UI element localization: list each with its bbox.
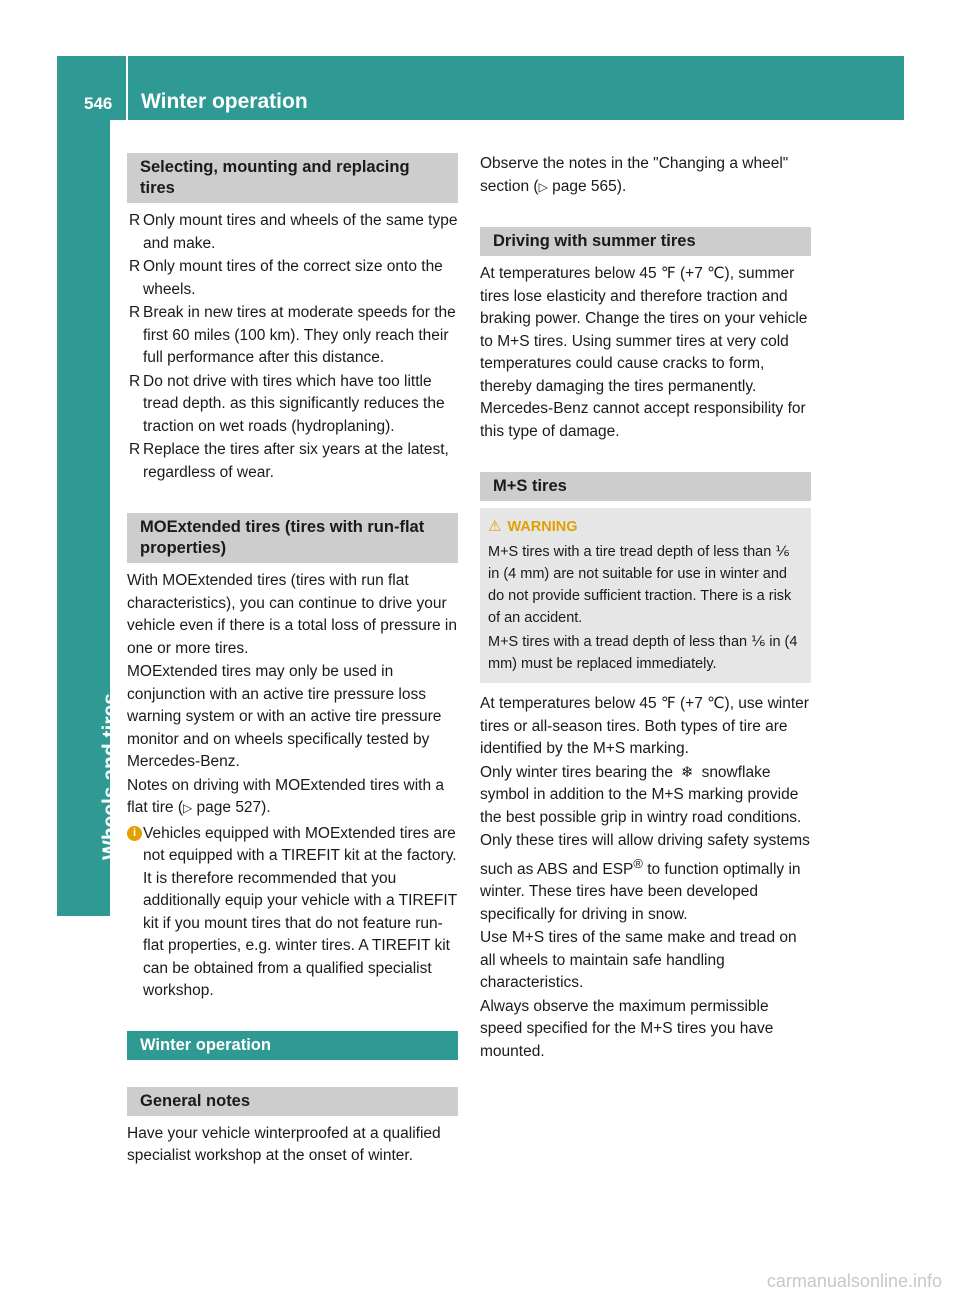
section-heading-general-notes: General notes (127, 1087, 458, 1116)
list-item (127, 371, 458, 439)
list-item-text: Replace the tires after six years at the latest, regardless of wear. (143, 441, 449, 481)
list-item (127, 210, 458, 255)
list-item (127, 256, 458, 301)
paragraph: Only winter tires bearing the ❄ snowflake symbol in addition to the M+S marking provide the best possible grip in wintry road conditions. (480, 763, 802, 826)
page-reference-arrow-icon[interactable]: ▷ (538, 179, 548, 194)
bullet-marker: R (129, 304, 141, 321)
page-title: Winter operation (141, 90, 308, 113)
paragraph: Notes on driving with MOExtended tires with a flat tire (▷ page 527). (127, 776, 445, 816)
section-heading-summer-tires: Driving with summer tires (480, 227, 811, 256)
paragraph: Use M+S tires of the same make and tread on all wheels to maintain safe handling characteristics. (480, 929, 797, 992)
paragraph: With MOExtended tires (tires with run flat characteristics), you can continue to drive your vehicle even if there is a total loss of pressure in one or more tires. (127, 572, 457, 657)
bullet-marker: R (129, 372, 141, 390)
left-column (127, 153, 458, 1169)
page-reference-arrow-icon[interactable]: ▷ (182, 801, 193, 815)
warning-text: M+S tires with a tire tread depth of less than ⅙ in (4 mm) are not suitable for use in winter and do not provide sufficient traction. There is a risk of an accident. (488, 544, 792, 626)
list-item-text: Only mount tires and wheels of the same type and make. (143, 212, 458, 252)
info-note-text: Vehicles equipped with MOExtended tires are not equipped with a TIREFIT kit at the factory. It is therefore recommended that you additionally equip your vehicle with a TIREFIT kit if you mount tires that do not feature run-flat properties, e.g. winter tires. A TIREFIT kit can be obtained from a qualified specialist workshop. (143, 824, 457, 999)
list-item (127, 302, 458, 370)
list-item-text: Do not drive with tires which have too little tread depth. as this significantly reduces the traction on wet roads (hydroplaning). (143, 372, 445, 435)
section-heading-winter-operation: Winter operation (127, 1031, 458, 1060)
bullet-marker: R (129, 258, 141, 275)
list-item-text: Break in new tires at moderate speeds for the first 60 miles (100 km). They only reach their full performance after this distance. (143, 304, 456, 366)
list-item-text: Only mount tires of the correct size onto the wheels. (143, 258, 443, 298)
info-note (127, 823, 458, 1003)
bullet-marker: R (129, 441, 141, 458)
warning-text: M+S tires with a tread depth of less than ⅙ in (4 mm) must be replaced immediately. (488, 634, 798, 672)
side-tab-label: Wheels and tires (99, 693, 122, 860)
paragraph: Only these tires will allow driving safety systems such as ABS and ESP® to function optimally in winter. These tires have been developed specifically for driving in snow. (480, 832, 810, 923)
watermark-url: carmanualsonline.info (766, 1271, 942, 1291)
warning-triangle-icon: ⚠ (488, 518, 502, 535)
info-icon: i (127, 826, 142, 841)
paragraph: Observe the notes in the "Changing a wheel" section (▷ page 565). (480, 155, 789, 195)
header-divider (126, 56, 128, 120)
section-heading-selecting-tires: Selecting, mounting and replacing tires (127, 153, 458, 203)
paragraph: At temperatures below 45 ℉ (+7 ℃), summer tires lose elasticity and therefore traction and braking power. Change the tires on your vehicle to M+S tires. Using summer tires at very cold temperatures could cause cracks to form, thereby damaging the tires permanently. Mercedes-Benz cannot accept responsibility for this type of damage. (480, 265, 808, 440)
right-column (480, 153, 811, 1064)
list-item (127, 439, 458, 484)
bullet-marker: R (129, 212, 141, 229)
paragraph: Always observe the maximum permissible speed specified for the M+S tires you have mounted. (480, 997, 774, 1060)
snowflake-icon: ❄ (680, 763, 694, 781)
paragraph: At temperatures below 45 ℉ (+7 ℃), use winter tires or all-season tires. Both types of tire are identified by the M+S marking. (480, 695, 809, 757)
page-number: 546 (84, 94, 113, 113)
section-heading-moextended: MOExtended tires (tires with run-flat properties) (127, 513, 458, 563)
section-heading-ms-tires: M+S tires (480, 472, 811, 501)
paragraph: Have your vehicle winterproofed at a qualified specialist workshop at the onset of winter. (127, 1124, 441, 1164)
warning-box (480, 508, 811, 683)
warning-title: ⚠ WARNING (488, 516, 803, 538)
paragraph: MOExtended tires may only be used in conjunction with an active tire pressure loss warning system or with an active tire pressure monitor and on wheels specifically tested by Mercedes-Benz. (127, 663, 442, 770)
bullet-list (127, 210, 458, 484)
